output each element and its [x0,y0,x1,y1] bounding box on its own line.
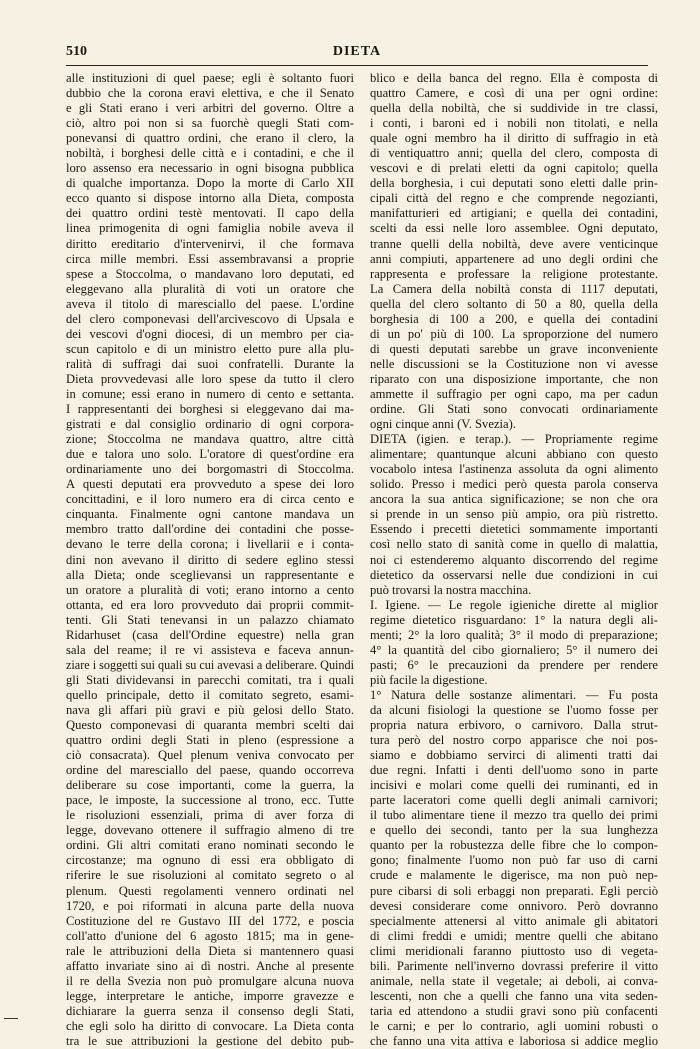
text-line: ziare i soggetti sui quali su cui avevasi a deliberare. Quindi [66,657,354,672]
text-line: rappresenta e professare la religione protestante. [370,266,658,281]
text-line: devesi considerare come onnivoro. Però dovranno [370,898,658,913]
text-line: climi meridionali faranno piuttosto uso di vegeta- [370,943,658,958]
text-line: di questi deputati sarebbe un grave inconveniente [370,341,658,356]
text-line: riparato con una disposizione importante, che non [370,371,658,386]
text-line: legge, interpretare le antiche, imporre gravezze e [66,988,354,1003]
text-line: un oratore a pluralità di voti; erano intorno a cento [66,582,354,597]
text-line: noi ci estenderemo alquanto discorrendo del regime [370,552,658,567]
text-line: scelti da essi nelle loro assemblee. Ogni deputato, [370,221,658,236]
page-number: 510 [66,44,87,59]
text-line: cinquanta. Finalmente ogni cantone mandava un [66,507,354,522]
text-line: alla Dieta; onde sceglievansi un rappresentante e [66,567,354,582]
text-line: parte laceratori come quelli degli animali carnivori; [370,793,658,808]
text-line: coll'atto d'unione del 6 agosto 1815; ma in gene- [66,928,354,943]
text-line: si prende in un senso più ampio, ora più ristretto. [370,507,658,522]
text-line: scun capitolo e di un ministro eletto pure alla plu- [66,341,354,356]
text-line: spese a Stoccolma, o mandavano loro deputati, ed [66,266,354,281]
text-line: tura però del nostro corpo apparisce che noi pos- [370,733,658,748]
header-rule [66,65,648,66]
text-line: quello principale, detto il comitato segreto, esami- [66,687,354,702]
text-line: ordine del maresciallo del paese, quando occorreva [66,763,354,778]
text-line: taria ed attendono a studii gravi sono più confacenti [370,1003,658,1018]
text-line: regime dietetico risguardano: 1° la natura degli ali- [370,612,658,627]
text-line: affatto invariate sino ai dì nostri. Anche al presente [66,958,354,973]
text-line: zione; Stoccolma ne mandava quattro, altre città [66,432,354,447]
text-line: cipali città del regno e che comprende negozianti, [370,191,658,206]
text-line: tenti. Gli Stati tenevansi in un palazzo chiamato [66,612,354,627]
text-line: così nello stato di sanità come in quello di malattia, [370,537,658,552]
text-line: della borghesia, i cui deputati sono eletti dalle prin- [370,176,658,191]
text-line: alle instituzioni di quel paese; egli è soltanto fuori [66,71,354,85]
text-line: vescovi e di prelati eletti da ogni capitolo; quella [370,161,658,176]
text-line: le risoluzioni essenziali, prima di aver forza di [66,808,354,823]
text-line: il re della Svezia non può promulgare alcuna nuova [66,973,354,988]
text-line: Costituzione del re Gustavo III del 1772, e poscia [66,913,354,928]
text-line: bili. Parimente nell'inverno dovrassi preferire il vitto [370,958,658,973]
text-line: ciò consacrata). Quel plenum veniva convocato per [66,748,354,763]
text-line: che egli solo ha diritto di convocare. La Dieta conta [66,1018,354,1033]
text-line: rale le attribuzioni della Dieta si mantennero quasi [66,943,354,958]
text-line: quella della nobiltà, che si suddivide in tre classi, [370,101,658,116]
text-line: da alcuni fisiologi la questione se l'uomo fosse per [370,702,658,717]
text-line: quattro ordini degli Stati in pleno (espressione a [66,733,354,748]
text-line: 4° la quantità del cibo giornaliero; 5° il numero dei [370,642,658,657]
text-line: 1720, e poi riformati in alcuna parte della nuova [66,898,354,913]
text-line: tra le sue attribuzioni la gestione del debito pub- [66,1034,354,1048]
text-line: di un po' più di 100. La sproporzione del numero [370,326,658,341]
text-line: Questo componevasi di quaranta membri scelti dai [66,718,354,733]
text-line: incisivi e molari come quelli dei ruminanti, ed in [370,778,658,793]
text-line: circa mille membri. Essi assembravansi a proprie [66,251,354,266]
text-line: circostanze; ma ognuno di essi era obbligato di [66,853,354,868]
text-line: linea primogenita di ogni famiglia nobile aveva il [66,221,354,236]
text-line: pasti; 6° le precauzioni da prendere per rendere [370,657,658,672]
text-line: dini non avevano il diritto di sedere eglino stessi [66,552,354,567]
text-line: ponevansi di quattro ordini, che erano il clero, la [66,131,354,146]
margin-mark [4,1018,18,1019]
text-line: di climi freddi e umidi; mentre quelli che abitano [370,928,658,943]
text-line: loro assenso era necessario in ogni bisogna pubblica [66,161,354,176]
text-line: plenum. Questi regolamenti vennero ordinati nel [66,883,354,898]
text-line: pure cibarsi di soli erbaggi non preparati. Egli perciò [370,883,658,898]
text-line: menti; 2° la loro qualità; 3° il modo di preparazione; [370,627,658,642]
text-line: del clero componevasi dell'arcivescovo di Upsala e [66,311,354,326]
text-line: ogni cinque anni (V. Svezia). [370,417,516,432]
text-line: Dieta provvedevasi alle loro spese da tutto il clero [66,371,354,386]
text-line: vocabolo intesa l'astinenza assoluta da ogni alimento [370,462,658,477]
text-line: animale, nella state il vegetale; ai deboli, ai conva- [370,973,658,988]
text-line: quale ogni membro ha il diritto di suffragio in età [370,131,658,146]
text-line: dubbio che la corona eravi elettiva, e che il Senato [66,86,354,101]
text-line: diritto ereditario d'intervenirvi, il che formava [66,236,354,251]
text-line: lescenti, non che a quelli che fanno una vita seden- [370,988,658,1003]
text-line: membro tratto dall'ordine dei contadini che posse- [66,522,354,537]
text-line: Essendo i precetti dietetici sommamente importanti [370,522,658,537]
text-line: ordini. Gli altri comitati erano nominati secondo le [66,838,354,853]
running-title: DIETA [332,44,382,59]
text-line: tranne quelli della nobiltà, deve avere venticinque [370,236,658,251]
text-line: due regni. Infatti i denti dell'uomo sono in parte [370,763,658,778]
text-line: concittadini, e il loro numero era di circa cento e [66,492,354,507]
text-line: i conti, i baroni ed i nobili non titolati, e nella [370,116,658,131]
text-line: propria natura erbivoro, o carnivoro. Dalla strut- [370,718,658,733]
text-line: e quello dei secondi, tanto per la sua lunghezza [370,823,658,838]
text-line: riferire le sue risoluzioni al comitato segreto o al [66,868,354,883]
text-line: ecco quanto si dispose intorno alla Dieta, composta [66,191,354,206]
text-line: ordinariamente uno dei borgomastri di Stoccolma. [66,462,354,477]
text-line: nobiltà, i borghesi delle città e i contadini, e che il [66,146,354,161]
text-line: legge, dovevano ottenere il suffragio almeno di tre [66,823,354,838]
text-line: I. Igiene. — Le regole igieniche dirette al miglior [370,597,658,612]
text-line: di ventiquattro anni; quella del clero, composta di [370,146,658,161]
text-line: e gli Stati erano i veri arbitri del governo. Oltre a [66,101,354,116]
text-line: ordine. Gli Stati sono convocati ordinariamente [370,402,658,417]
text-line: quattro Camere, e così di una per ogni ordine: [370,86,658,101]
text-line: dichiarare la guerra senza il consenso degli Stati, [66,1003,354,1018]
text-line: dietetico da osservarsi nelle due condizioni in cui [370,567,658,582]
text-line: Ridarhuset (casa dell'Ordine equestre) nella gran [66,627,354,642]
text-line: 1° Natura delle sostanze alimentari. — Fu posta [370,687,658,702]
left-column [66,71,354,1049]
text-line: alimentare; quantunque alcuni abbiano con questo [370,447,658,462]
text-line: blico e della banca del regno. Ella è composta di [370,71,658,85]
text-line: gli Stati dividevansi in parecchi comitati, tra i quali [66,672,354,687]
text-line: che fanno una vita attiva e laboriosa si addice meglio [370,1034,658,1048]
text-line: in comune; essi erano in numero di cento e settanta. [66,386,354,401]
text-line: aveva il titolo di maresciallo del paese. L'ordine [66,296,354,311]
text-line: quanto per la robustezza delle fibre che lo compon- [370,838,658,853]
text-line: crude e malamente le digerisce, ma non può nep- [370,868,658,883]
text-line: ancora la sua antica significazione; se non che ora [370,492,658,507]
text-line: pace, le imposte, la successione al trono, ecc. Tutte [66,793,354,808]
text-line: può trovarsi la nostra macchina. [370,582,532,597]
text-line: deliberare su cose importanti, come la guerra, la [66,778,354,793]
text-line: nava gli affari più gravi e più gelosi dello Stato. [66,702,354,717]
text-line: sala del reame; il re vi assisteva e faceva annun- [66,642,354,657]
text-line: due e talora uno solo. L'oratore di quest'ordine era [66,447,354,462]
text-line: I rappresentanti dei borghesi si eleggevano dai ma- [66,402,354,417]
text-line: le carni; e per lo contrario, agli uomini robusti o [370,1018,658,1033]
text-line: nelle discussioni se la Costituzione non vi avesse [370,356,658,371]
text-line: dei vescovi d'ogni diocesi, di un membro per cia- [66,326,354,341]
page-header [66,44,648,64]
text-line: il tubo alimentare tiene il mezzo tra quello dei primi [370,808,658,823]
text-line: eleggevano alla pluralità di voti un oratore che [66,281,354,296]
text-line: ralità di suffragi dai suoi confratelli. Durante la [66,356,354,371]
text-line: specialmente attenersi al vitto animale gli abitatori [370,913,658,928]
text-line: La Camera della nobiltà consta di 1117 deputati, [370,281,658,296]
text-line: dei quattro ordini testè mentovati. Il capo della [66,206,354,221]
text-line: ottanta, ed era loro provveduto dai proprii commit- [66,597,354,612]
text-line: più facile la digestione. [370,672,488,687]
text-line: manifatturieri ed artigiani; e quella dei contadini, [370,206,658,221]
right-column [370,71,658,1049]
text-line: gono; finalmente l'uomo non può far uso di carni [370,853,658,868]
text-line: ciò, altro poi non si sa fuorchè quegli Stati com- [66,116,354,131]
text-line: DIETA (igien. e terap.). — Propriamente regime [370,432,658,447]
text-line: ammette il suffragio per ogni capo, ma per cadun [370,386,658,401]
text-line: quella del clero soltanto di 50 a 80, quella della [370,296,658,311]
text-line: solido. Presso i medici però questa parola conserva [370,477,658,492]
text-line: A questi deputati era provveduto a spese dei loro [66,477,354,492]
text-line: di qualche importanza. Dopo la morte di Carlo XII [66,176,354,191]
text-line: devano le terre della corona; i livellarii e i conta- [66,537,354,552]
text-line: siamo e dobbiamo servirci di alimenti tratti dai [370,748,658,763]
text-line: borghesia di 100 a 200, e quella dei contadini [370,311,658,326]
text-line: gistrati e dal consiglio ordinario di ogni corpora- [66,417,354,432]
text-line: anni compiuti, appartenere ad uno degli ordini che [370,251,658,266]
